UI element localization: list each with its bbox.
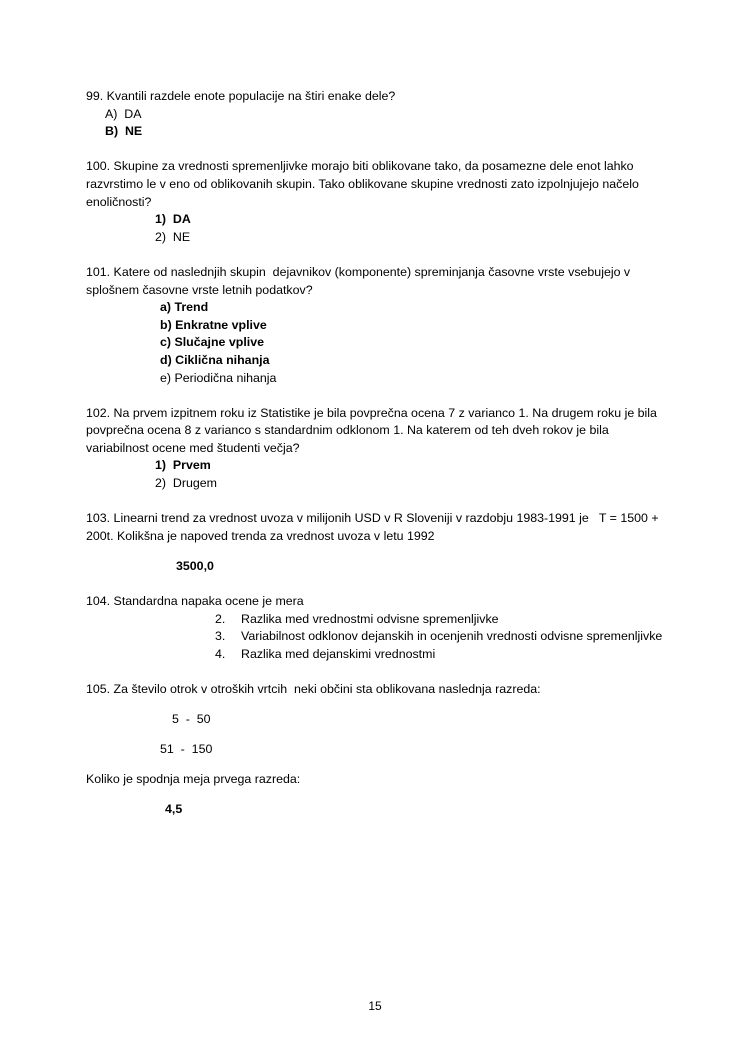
option-number: 4. [215, 646, 226, 661]
class-interval-2: 51 - 150 [160, 741, 213, 756]
question-text-102: 102. Na prvem izpitnem roku iz Statistike je bila povprečna ocena 7 z varianco 1. Na drugem roku je bila povprečna ocena 8 z varianco s standardnim odklonom 1. Na katerem od teh dveh rokov je bila variabilnost ocene med študenti večja? [86, 405, 661, 455]
option-item[interactable]: e) Periodična nihanja [160, 370, 277, 385]
question-block-105 [86, 681, 666, 819]
option-item[interactable]: b) Enkratne vplive [160, 317, 267, 332]
option-item[interactable] [215, 611, 666, 629]
question-text-104: 104. Standardna napaka ocene je mera [86, 594, 304, 609]
option-list-100 [86, 211, 666, 246]
question-block-99 [86, 88, 666, 141]
option-list-102 [86, 457, 666, 492]
question-block-102 [86, 405, 666, 493]
option-number: 3. [215, 629, 226, 644]
option-label: Razlika med dejanskimi vrednostmi [241, 646, 436, 661]
question-text-101: 101. Katere od naslednjih skupin dejavnikov (komponente) spreminjanja časovne vrste vsebujejo v splošnem časovne vrste letnih podatkov? [86, 264, 634, 297]
page-number: 15 [368, 999, 382, 1013]
option-item[interactable]: B) NE [105, 124, 143, 139]
question-text-99: 99. Kvantili razdele enote populacije na štiri enake dele? [86, 89, 396, 103]
class-interval-1: 5 - 50 [172, 711, 211, 726]
question-text-103: 103. Linearni trend za vrednost uvoza v milijonih USD v R Sloveniji v razdobju 1983-1991 je T = 1500 + 200t. Kolikšna je napoved trenda za vrednost uvoza v letu 1992 [86, 511, 663, 543]
option-label: Variabilnost odklonov dejanskih in ocenjenih vrednosti odvisne spremenljivke [241, 629, 663, 644]
question-block-100 [86, 158, 666, 246]
option-item[interactable]: 2) NE [155, 229, 191, 244]
question-text-105: 105. Za število otrok v otroških vrtcih neki občini sta oblikovana naslednja razreda: [86, 681, 541, 696]
answer-value-105: 4,5 [165, 801, 183, 816]
question-list [86, 88, 666, 836]
question-block-104 [86, 593, 666, 663]
option-item[interactable]: a) Trend [160, 300, 209, 315]
option-item[interactable]: 2) Drugem [155, 476, 217, 491]
option-list-101 [86, 299, 666, 387]
question-followup-105: Koliko je spodnja meja prvega razreda: [86, 771, 301, 786]
option-label: Razlika med vrednostmi odvisne spremenljivke [241, 611, 499, 626]
option-list-104 [86, 611, 666, 664]
option-item[interactable] [215, 628, 666, 646]
question-block-101 [86, 264, 666, 387]
option-item[interactable]: c) Slučajne vplive [160, 335, 264, 350]
question-block-103 [86, 510, 666, 575]
option-item[interactable] [215, 646, 666, 664]
question-text-100: 100. Skupine za vrednosti spremenljivke morajo biti oblikovane tako, da posamezne dele enot lahko razvrstimo le v eno od oblikovanih skupin. Tako oblikovane skupine vrednosti zato izpolnjujejo načelo enoličnosti? [86, 159, 643, 209]
option-list-99 [86, 106, 666, 141]
option-item[interactable]: 1) DA [155, 212, 191, 227]
option-number: 2. [215, 611, 226, 626]
option-item[interactable]: A) DA [105, 106, 142, 121]
option-item[interactable]: 1) Prvem [155, 458, 211, 473]
answer-value-103: 3500,0 [176, 558, 214, 573]
option-item[interactable]: d) Ciklična nihanja [160, 352, 270, 367]
